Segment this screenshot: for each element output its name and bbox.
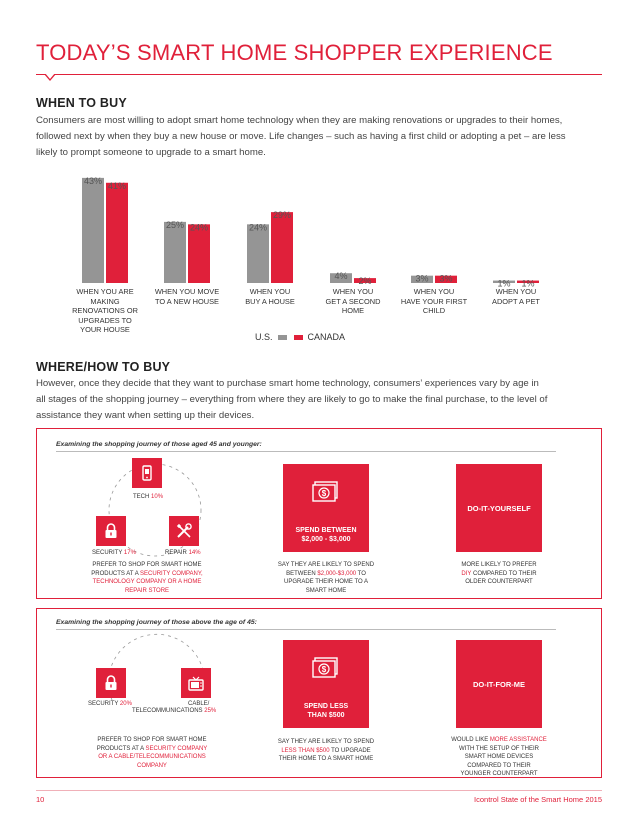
data-label-us-3: 4% <box>334 271 348 282</box>
desc-line: SMART HOME <box>305 587 347 594</box>
category-label-line: UPGRADES TO <box>78 315 132 325</box>
category-label-line: BUY A HOUSE <box>245 296 295 306</box>
panel-young-rule <box>56 451 556 452</box>
legend-us-swatch <box>278 335 287 340</box>
young-shop-description <box>80 561 214 595</box>
desc-line: LESS THAN $500 TO UPGRADE <box>281 747 371 754</box>
desc-line: PREFER TO SHOP FOR SMART HOME <box>97 737 207 743</box>
category-label-5 <box>473 287 559 306</box>
cash-icon <box>311 656 341 682</box>
bar-canada-2 <box>271 212 293 283</box>
tools-icon <box>169 516 199 546</box>
data-label-canada-3: 2% <box>358 276 372 287</box>
category-label-line: WHEN YOU <box>495 287 537 296</box>
data-label-us-2: 24% <box>248 222 268 233</box>
category-label-line: HOME <box>341 306 365 315</box>
bar-us-2 <box>247 224 269 283</box>
data-label-us-5: 1% <box>497 278 511 289</box>
tv-icon <box>181 668 211 698</box>
desc-line: SAY THEY ARE LIKELY TO SPEND <box>277 739 375 745</box>
data-label-canada-1: 24% <box>189 222 209 233</box>
legend-canada-swatch <box>294 335 303 340</box>
category-label-line: HAVE YOUR FIRST <box>400 296 468 306</box>
tech-icon <box>132 458 162 488</box>
paragraph-line: assistance they want when setting up their devices. <box>36 410 255 421</box>
telecom-label: TELECOMMUNICATIONS 25% <box>132 708 217 714</box>
desc-line: WOULD LIKE MORE ASSISTANCE <box>451 737 547 743</box>
desc-line: MORE LIKELY TO PREFER <box>461 562 537 568</box>
padlock-icon <box>96 668 126 698</box>
desc-line: THEIR HOME TO A SMART HOME <box>278 756 374 762</box>
desc-line: BETWEEN $2,000-$3,000 TO <box>286 570 366 577</box>
category-label-3 <box>310 287 396 316</box>
tech-label: TECH 10% <box>133 494 164 500</box>
young-diy-description <box>440 561 558 587</box>
desc-line: SAY THEY ARE LIKELY TO SPEND <box>277 562 375 568</box>
footer-text: Icontrol State of the Smart Home 2015 <box>474 795 602 804</box>
repair-label: REPAIR 14% <box>165 550 201 556</box>
old-shop-description <box>82 736 222 770</box>
category-label-line: YOUR HOUSE <box>80 325 130 334</box>
spend-between-text: SPEND BETWEEN $2,000 - $3,000 <box>295 527 357 543</box>
category-label-line: TO A NEW HOUSE <box>155 296 219 306</box>
old-spend-description <box>262 738 390 764</box>
desc-line: TECHNOLOGY COMPANY OR A HOME <box>92 579 202 585</box>
category-label-line: WHEN YOU <box>332 287 374 296</box>
do-it-for-me-box: DO-IT-FOR-ME <box>456 640 542 728</box>
desc-line: COMPANY <box>137 762 167 769</box>
category-label-line: WHEN YOU <box>249 287 291 296</box>
desc-line: REPAIR STORE <box>124 587 170 594</box>
data-label-canada-0: 41% <box>107 180 127 191</box>
where-how-heading: WHERE/HOW TO BUY <box>36 360 171 374</box>
cable-label: CABLE/ <box>188 701 210 707</box>
panel-old-heading: Examining the shopping journey of those above the age of 45: <box>56 619 257 626</box>
desc-line: PRODUCTS AT A SECURITY COMPANY, <box>91 570 203 577</box>
paragraph-line: likely to prompt someone to upgrade to a smart home. <box>36 147 266 158</box>
footer-rule <box>36 790 602 791</box>
old-dfm-description <box>440 736 558 779</box>
category-label-line: ADOPT A PET <box>492 296 540 306</box>
young-spend-description <box>262 561 390 595</box>
category-label-line: GET A SECOND <box>325 296 381 306</box>
data-label-us-0: 43% <box>83 175 103 186</box>
data-label-canada-4: 3% <box>439 273 453 284</box>
when-to-buy-heading: WHEN TO BUY <box>36 96 127 110</box>
category-label-line: WHEN YOU ARE <box>76 287 134 296</box>
bar-canada-1 <box>188 224 210 283</box>
category-label-line: WHEN YOU <box>413 287 455 296</box>
bar-canada-0 <box>106 180 128 283</box>
bar-us-0 <box>82 175 104 283</box>
desc-line: YOUNGER COUNTERPART <box>460 771 538 777</box>
category-label-0 <box>62 287 148 335</box>
panel-young-heading: Examining the shopping journey of those aged 45 and younger: <box>56 441 262 448</box>
category-label-1 <box>144 287 230 306</box>
data-label-canada-2: 29% <box>272 210 292 221</box>
cash-icon <box>311 480 341 506</box>
legend-us <box>255 332 287 342</box>
legend-canada <box>294 332 345 342</box>
desc-line: WITH THE SETUP OF THEIR <box>458 745 539 752</box>
legend-us-label: U.S. <box>255 332 273 342</box>
desc-line: UPGRADE THEIR HOME TO A <box>283 579 369 585</box>
do-it-yourself-box: DO-IT-YOURSELF <box>456 464 542 552</box>
svg-text:$: $ <box>321 489 327 498</box>
category-label-line: MAKING <box>90 296 120 306</box>
data-label-canada-5: 1% <box>521 278 535 289</box>
data-label-us-4: 3% <box>415 273 429 284</box>
security-label: SECURITY 17% <box>92 550 136 556</box>
category-label-line: CHILD <box>422 306 446 315</box>
spend-between-box <box>283 464 369 552</box>
category-label-line: RENOVATIONS OR <box>72 306 138 315</box>
desc-line: SMART HOME DEVICES <box>464 754 534 760</box>
desc-line: OLDER COUNTERPART <box>465 579 533 585</box>
paragraph-line: Consumers are most willing to adopt smart home technology when they are making renovations or upgrades to their homes, <box>36 115 563 126</box>
desc-line: OR A CABLE/TELECOMMUNICATIONS <box>98 754 206 760</box>
data-label-us-1: 25% <box>165 219 185 230</box>
bar-us-1 <box>164 219 186 283</box>
category-label-2 <box>227 287 313 306</box>
spend-less-text: SPEND LESS THAN $500 <box>303 703 349 719</box>
paragraph-line: However, once they decide that they want to purchase smart home technology, consumers’ experiences vary by age in <box>36 378 539 389</box>
desc-line: PRODUCTS AT A SECURITY COMPANY <box>96 745 208 752</box>
desc-line: COMPARED TO THEIR <box>467 762 531 769</box>
category-label-4 <box>391 287 477 316</box>
svg-text:$: $ <box>321 665 327 674</box>
paragraph-line: followed next by when they buy a new house or move. Life changes – such as having a first child or adopting a pet – are less <box>36 131 566 142</box>
desc-line: PREFER TO SHOP FOR SMART HOME <box>92 562 202 568</box>
paragraph-line: all stages of the shopping journey – everything from where they are likely to go to make the final purchase, to the level of <box>36 394 548 405</box>
padlock-icon <box>96 516 126 546</box>
where-how-paragraph <box>36 376 606 424</box>
spend-less-box <box>283 640 369 728</box>
legend-canada-label: CANADA <box>307 332 346 342</box>
desc-line: DIY COMPARED TO THEIR <box>461 570 537 577</box>
category-label-line: WHEN YOU MOVE <box>154 287 220 296</box>
page-number: 10 <box>36 795 45 804</box>
security-label: SECURITY 20% <box>88 701 132 707</box>
page-title: TODAY’S SMART HOME SHOPPER EXPERIENCE <box>36 40 553 65</box>
